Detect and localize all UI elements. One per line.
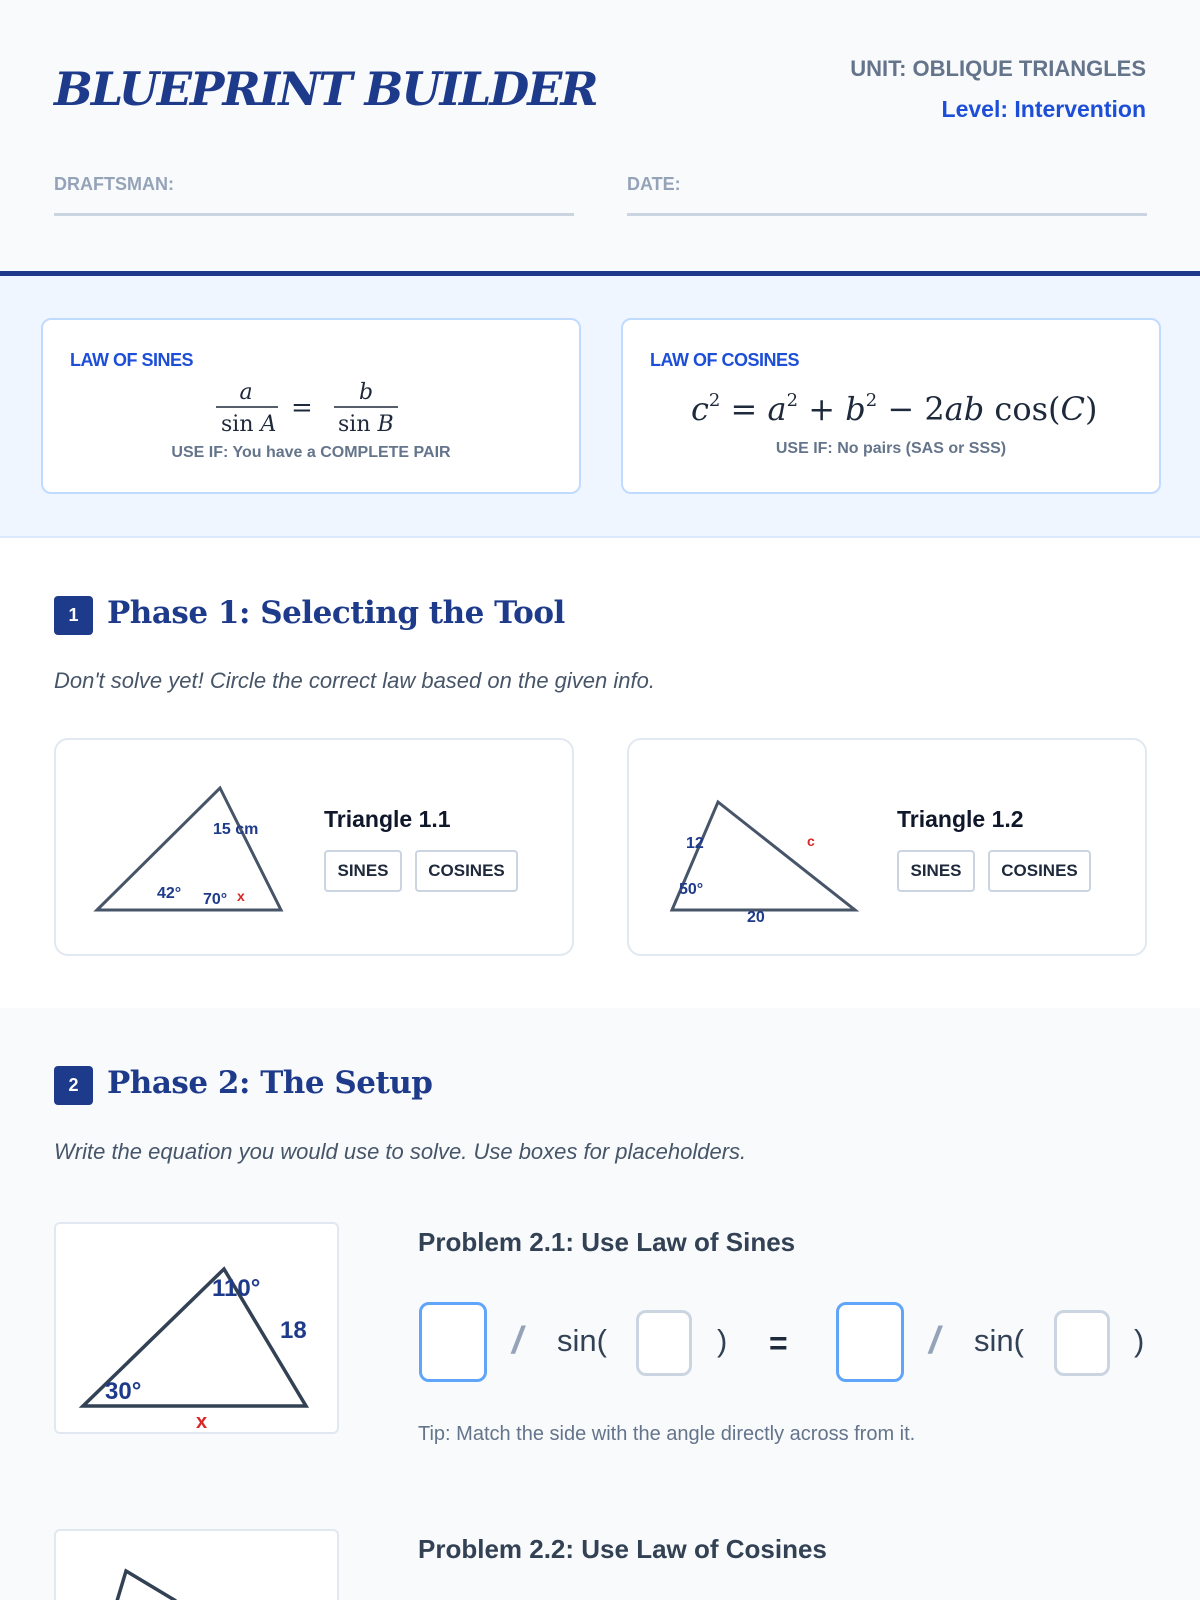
phase-2-title: Phase 2: The Setup [107, 1065, 433, 1101]
worksheet-header [0, 0, 1200, 276]
triangle-name: Triangle 1.1 [324, 806, 451, 832]
problem-2-1-tip: Tip: Match the side with the angle directly across from it. [418, 1423, 916, 1445]
draftsman-label: DRAFTSMAN: [54, 174, 174, 194]
problem-2-1-title: Problem 2.1: Use Law of Sines [418, 1227, 796, 1257]
date-field[interactable] [627, 174, 1147, 216]
cosines-button[interactable]: COSINES [415, 850, 518, 892]
division-slash: / [929, 1320, 940, 1362]
brand-title: BLUEPRINT BUILDER [54, 62, 597, 116]
sin-open: sin( [557, 1323, 607, 1358]
problem-2-2-title: Problem 2.2: Use Law of Cosines [418, 1534, 827, 1564]
svg-text:sin B: sin B [338, 412, 394, 437]
draftsman-field[interactable] [54, 174, 574, 216]
triangle-1-2-diagram [629, 740, 1149, 958]
svg-text:c2 = a2 + b2 − 2ab cos(C): $c^2 = a^2 + b^2 - 2ab$ cos(C) [691, 390, 1098, 428]
law-of-sines-note: USE IF: You have a COMPLETE PAIR [171, 444, 451, 461]
svg-text:sin A: sin A [221, 412, 277, 437]
triangle-1-2-side1-label: 12 [686, 835, 704, 852]
law-of-cosines-formula [623, 320, 1163, 496]
svg-text:a: a [239, 380, 253, 405]
phase-1-title: Phase 1: Selecting the Tool [107, 595, 565, 631]
sin-open: sin( [974, 1323, 1024, 1358]
triangle-1-1-angle2-label: 70° [203, 891, 228, 908]
unit-label: UNIT: OBLIQUE TRIANGLES [850, 56, 1146, 81]
triangle-1-2-side2-label: 20 [747, 909, 765, 926]
svg-text:b: b [358, 380, 374, 405]
cosines-button[interactable]: COSINES [988, 850, 1091, 892]
problem-2-1-unknown-label: x [196, 1411, 208, 1433]
triangle-1-2-angle-label: 50° [679, 881, 704, 898]
date-label: DATE: [627, 174, 681, 194]
law-of-sines-title: LAW OF SINES [70, 350, 194, 370]
law-of-cosines-note: USE IF: No pairs (SAS or SSS) [775, 440, 1007, 457]
triangle-1-1-unknown-label: x [237, 888, 245, 904]
formula-reference-band [0, 276, 1200, 538]
triangle-card [54, 738, 574, 956]
svg-text:=: = [291, 393, 313, 423]
problem-2-1-side-label: 18 [280, 1317, 307, 1344]
phase-1-badge: 1 [54, 596, 93, 635]
law-of-sines-card [41, 318, 581, 494]
side-input-box[interactable] [836, 1302, 904, 1382]
sines-button[interactable]: SINES [897, 850, 975, 892]
triangle-1-1-diagram [56, 740, 576, 958]
equals-sign: = [769, 1325, 788, 1361]
problem-2-1-angle-top-label: 110° [212, 1275, 261, 1302]
close-paren: ) [717, 1323, 728, 1358]
triangle-1-2-unknown-label: c [807, 833, 815, 849]
angle-input-box[interactable] [1054, 1310, 1110, 1376]
angle-input-box[interactable] [636, 1310, 692, 1376]
problem-2-1-angle-left-label: 30° [105, 1378, 142, 1405]
law-of-cosines-title: LAW OF COSINES [650, 350, 800, 370]
sines-button[interactable]: SINES [324, 850, 402, 892]
triangle-name: Triangle 1.2 [897, 806, 1024, 832]
close-paren: ) [1134, 1323, 1145, 1358]
phase-2-badge: 2 [54, 1066, 93, 1105]
side-input-box[interactable] [419, 1302, 487, 1382]
problem-2-1-diagram-card [54, 1222, 339, 1434]
division-slash: / [512, 1320, 523, 1362]
law-of-cosines-card [621, 318, 1161, 494]
phase-1-description: Don't solve yet! Circle the correct law based on the given info. [54, 668, 655, 693]
level-label: Level: Intervention [941, 96, 1146, 122]
phase-2-description: Write the equation you would use to solve. Use boxes for placeholders. [54, 1139, 747, 1164]
problem-2-2-triangle [56, 1531, 341, 1600]
problem-2-1-triangle [56, 1224, 341, 1436]
triangle-1-1-side-label: 15 cm [213, 821, 259, 838]
triangle-1-1-angle1-label: 42° [157, 885, 182, 902]
triangle-card [627, 738, 1147, 956]
law-of-sines-formula [43, 320, 583, 496]
problem-2-2-diagram-card [54, 1529, 339, 1600]
